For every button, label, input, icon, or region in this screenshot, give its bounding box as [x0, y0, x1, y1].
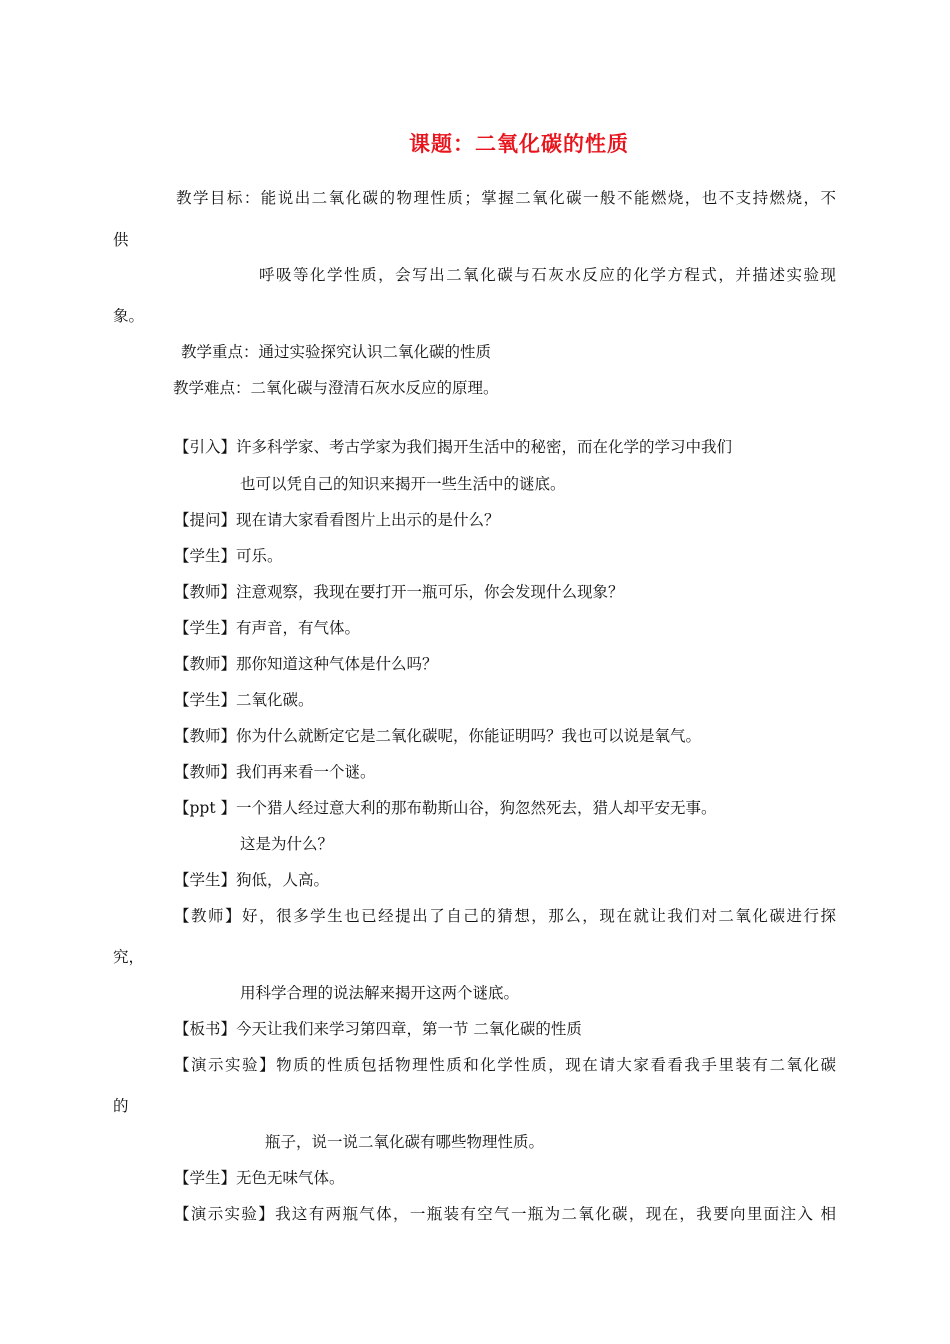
paragraph-line: 【学生】狗低，人高。	[174, 871, 330, 889]
paragraph-line: 【教师】你为什么就断定它是二氧化碳呢，你能证明吗？我也可以说是氧气。	[174, 727, 702, 745]
paragraph-line: 【提问】现在请大家看看图片上出示的是什么？	[174, 511, 500, 529]
paragraph-line: 【教师】好，很多学生也已经提出了自己的猜想，那么，现在就让我们对二氧化碳进行探	[174, 907, 836, 925]
paragraph-line: 究，	[113, 948, 145, 966]
paragraph-line: 的	[113, 1097, 129, 1115]
paragraph-line: 【板书】今天让我们来学习第四章，第一节 二氧化碳的性质	[174, 1020, 582, 1038]
paragraph-line: 【学生】可乐。	[174, 547, 283, 565]
paragraph-line: 【演示实验】我这有两瓶气体，一瓶装有空气一瓶为二氧化碳，现在，我要向里面注入 相	[174, 1205, 836, 1223]
objectives-line-4: 象。	[113, 307, 145, 325]
paragraph-line: 用科学合理的说法解来揭开这两个谜底。	[240, 984, 520, 1002]
page-title: 课题：二氧化碳的性质	[409, 132, 629, 156]
paragraph-line: 【演示实验】物质的性质包括物理性质和化学性质，现在请大家看看我手里装有二氧化碳	[174, 1056, 836, 1074]
paragraph-line: 【教师】那你知道这种气体是什么吗？	[174, 655, 438, 673]
difficulty: 教学难点：二氧化碳与澄清石灰水反应的原理。	[173, 379, 499, 397]
objectives-line-3: 呼吸等化学性质，会写出二氧化碳与石灰水反应的化学方程式，并描述实验现	[259, 266, 836, 284]
paragraph-line: 【教师】注意观察，我现在要打开一瓶可乐，你会发现什么现象？	[174, 583, 624, 601]
paragraph-line: 【学生】有声音，有气体。	[174, 619, 361, 637]
objectives-line-2: 供	[113, 231, 129, 249]
paragraph-line: 【ppt 】一个猎人经过意大利的那布勒斯山谷，狗忽然死去，猎人却平安无事。	[174, 799, 717, 817]
paragraph-line: 也可以凭自己的知识来揭开一些生活中的谜底。	[240, 475, 566, 493]
paragraph-line: 【教师】我们再来看一个谜。	[174, 763, 376, 781]
paragraph-line: 【学生】无色无味气体。	[174, 1169, 345, 1187]
paragraph-line: 这是为什么？	[240, 835, 334, 853]
objectives-line-1: 教学目标：能说出二氧化碳的物理性质；掌握二氧化碳一般不能燃烧，也不支持燃烧，不	[176, 189, 836, 207]
paragraph-line: 【引入】许多科学家、考古学家为我们揭开生活中的秘密，而在化学的学习中我们	[174, 438, 733, 456]
key-point: 教学重点：通过实验探究认识二氧化碳的性质	[181, 343, 492, 361]
paragraph-line: 【学生】二氧化碳。	[174, 691, 314, 709]
paragraph-line: 瓶子，说一说二氧化碳有哪些物理性质。	[265, 1133, 545, 1151]
